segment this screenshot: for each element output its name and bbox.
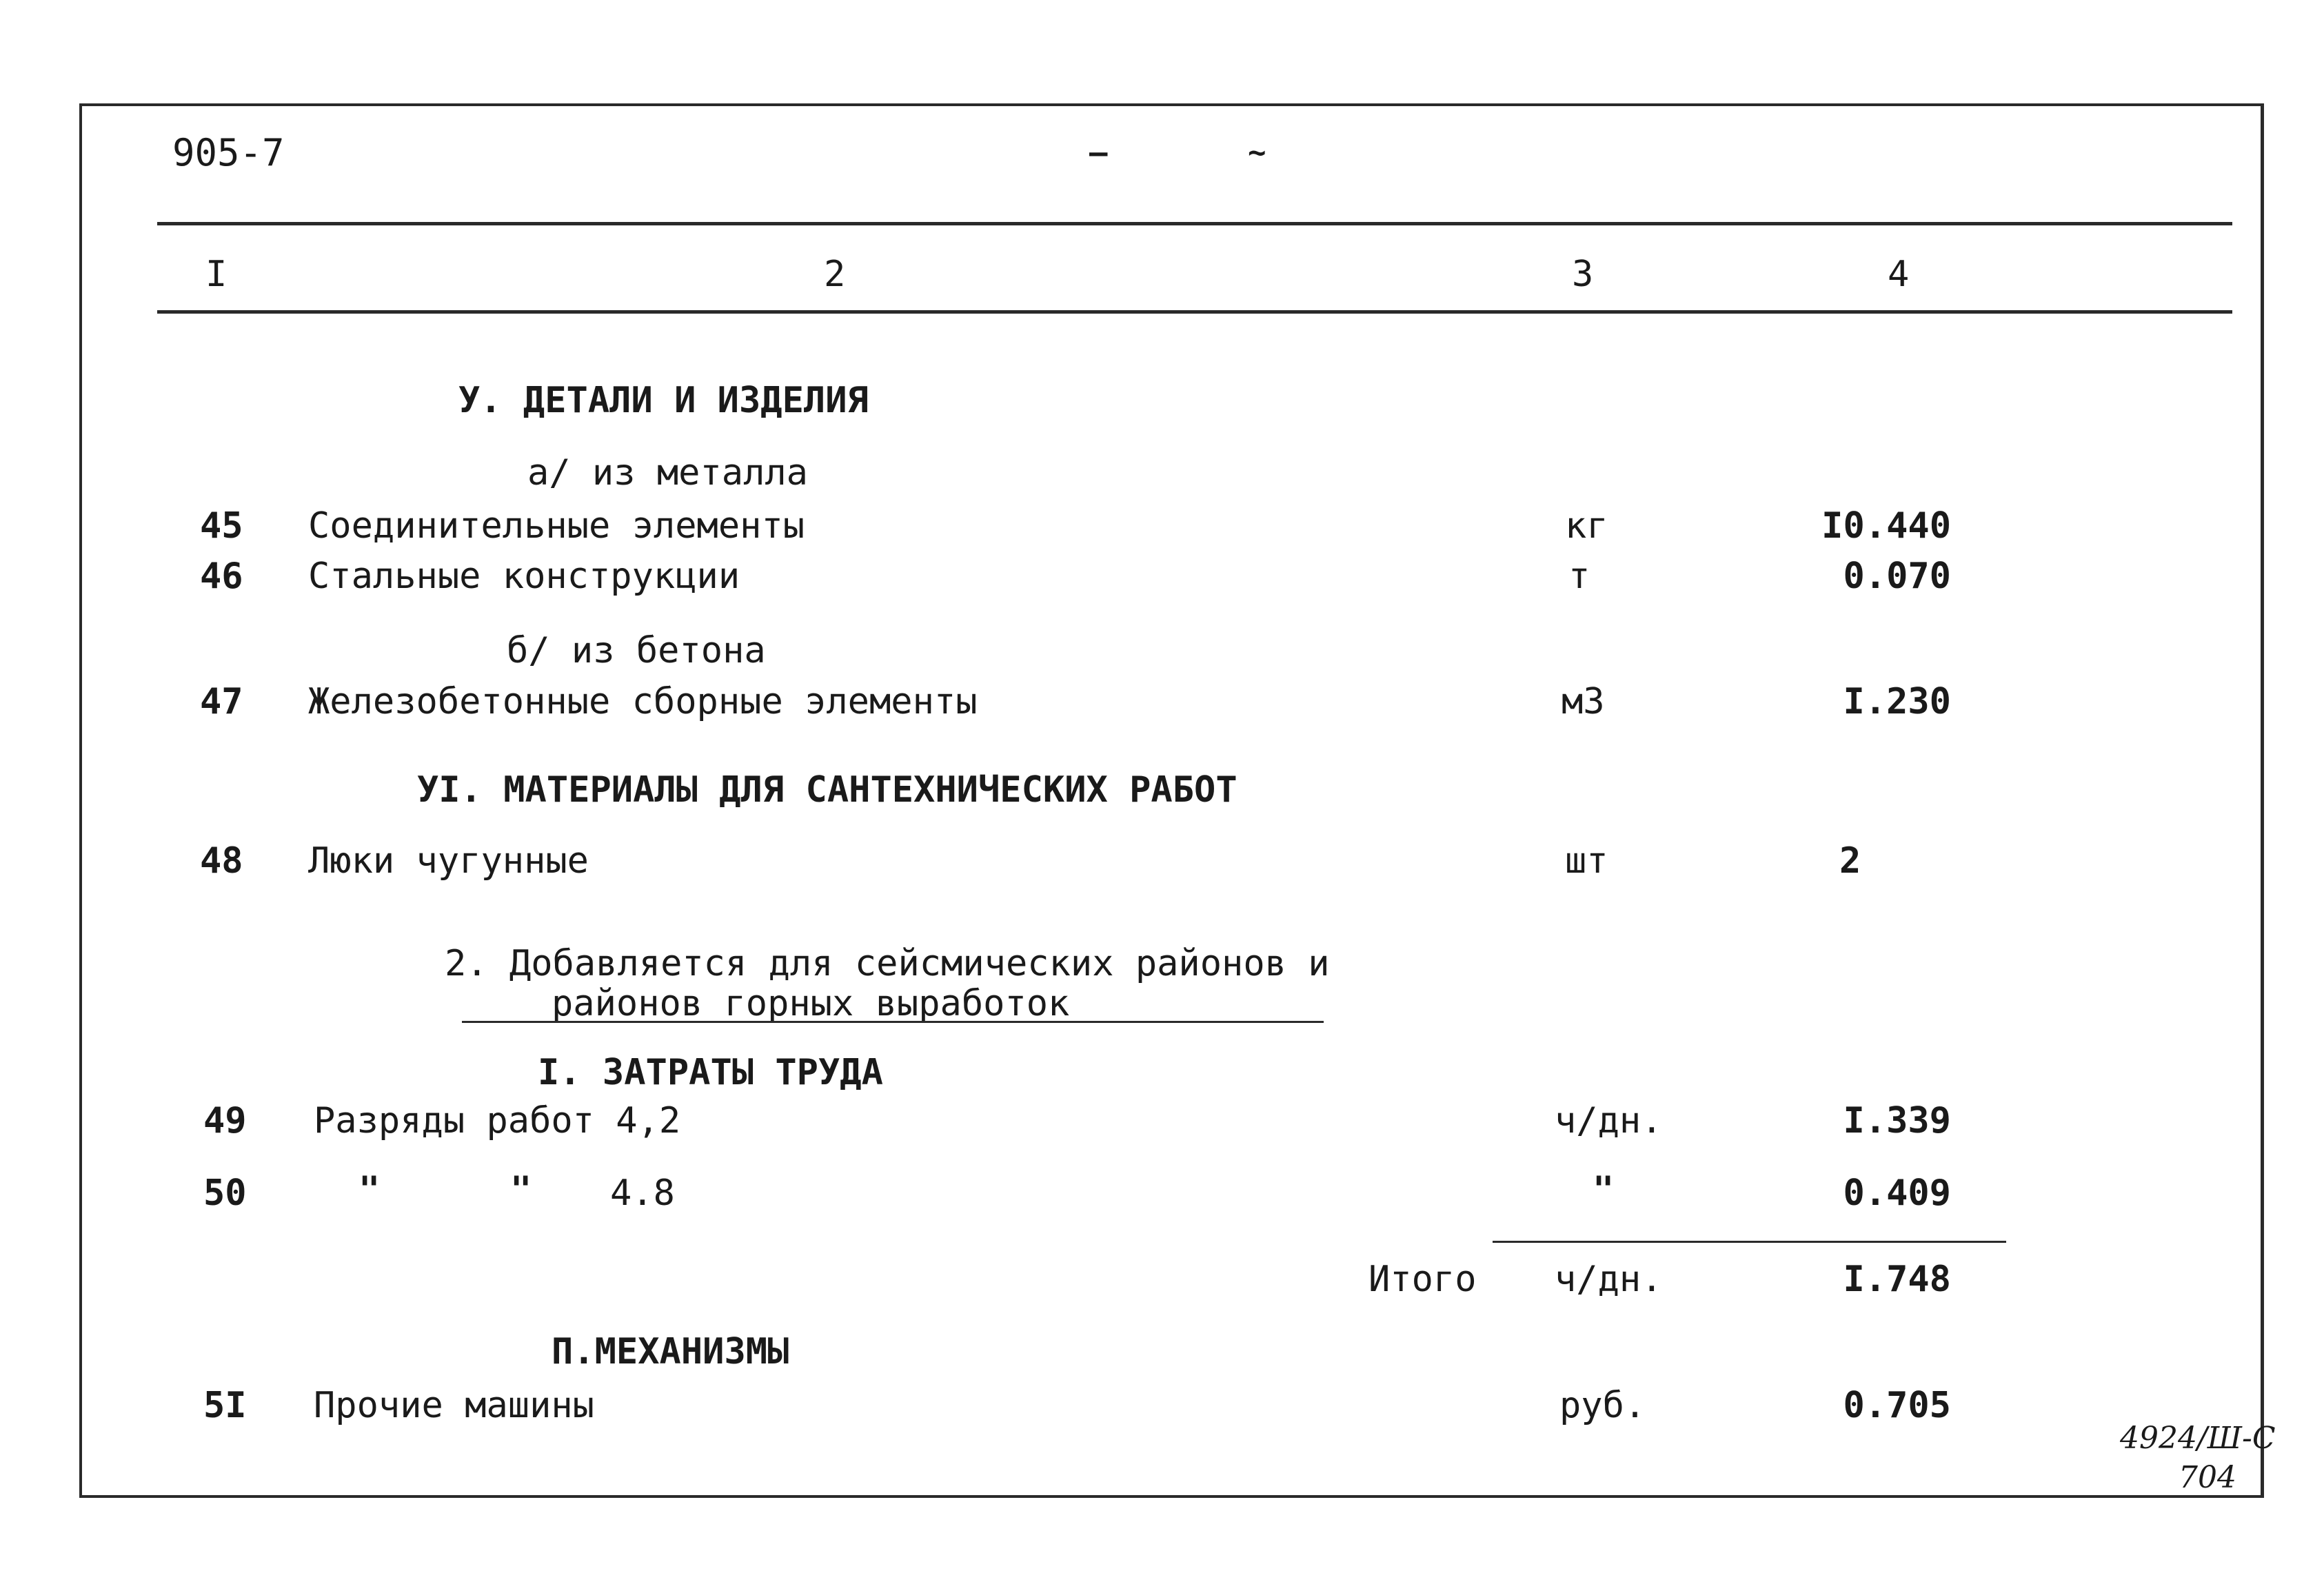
row-number: 48 — [200, 840, 243, 882]
header-dash-mark: – — [1089, 135, 1108, 170]
row-number: 50 — [203, 1173, 247, 1214]
section-v-sub-b: б/ из бетона — [507, 630, 766, 671]
section-2-line1: 2. Добавляется для сейсмических районов и — [445, 943, 1330, 984]
row-value: 0.070 — [1843, 556, 1951, 597]
section-2-sub-mech: П.МЕХАНИЗМЫ — [552, 1331, 789, 1372]
total-unit: ч/дн. — [1555, 1259, 1663, 1300]
row-unit: м3 — [1562, 681, 1605, 722]
row-unit: руб. — [1559, 1385, 1646, 1426]
row-value: 0.409 — [1843, 1173, 1951, 1214]
row-name: Соединительные элементы — [308, 505, 805, 547]
ditto-mark: " — [358, 1169, 381, 1210]
section-vi-title: УI. МАТЕРИАЛЫ ДЛЯ САНТЕХНИЧЕСКИХ РАБОТ — [417, 769, 1237, 811]
section-v-sub-a: а/ из металла — [527, 452, 808, 494]
row-value: 0.705 — [1843, 1385, 1951, 1426]
ditto-mark: " — [510, 1169, 532, 1210]
total-rule — [1493, 1241, 2006, 1243]
doc-code: 905-7 — [172, 131, 285, 174]
column-header-1: I — [205, 254, 228, 295]
row-number: 45 — [200, 505, 243, 547]
row-unit: шт — [1565, 840, 1608, 882]
section-2-underline — [462, 1021, 1324, 1023]
column-header-top-rule — [157, 222, 2232, 225]
row-number: 47 — [200, 681, 243, 722]
row-name: Прочие машины — [314, 1385, 594, 1426]
section-2-line2: районов горных выработок — [552, 983, 1070, 1024]
row-name: Стальные конструкции — [308, 556, 740, 597]
column-header-3: 3 — [1572, 254, 1594, 295]
column-header-2: 2 — [824, 254, 846, 295]
column-header-4: 4 — [1888, 254, 1910, 295]
row-number: 46 — [200, 556, 243, 597]
row-unit: кг — [1565, 505, 1608, 547]
row-name: Люки чугунные — [308, 840, 589, 882]
row-unit: т — [1568, 556, 1590, 597]
row-value: I.230 — [1843, 681, 1951, 722]
total-value: I.748 — [1843, 1259, 1951, 1300]
row-name: Железобетонные сборные элементы — [308, 681, 978, 722]
section-2-sub-labor: I. ЗАТРАТЫ ТРУДА — [538, 1052, 883, 1093]
archive-stamp-line1: 4924/Ш-С — [2120, 1421, 2276, 1456]
row-unit: " — [1593, 1169, 1615, 1210]
row-name: Разряды работ 4,2 — [314, 1100, 681, 1142]
row-unit: ч/дн. — [1555, 1100, 1663, 1142]
row-number: 5I — [203, 1385, 247, 1426]
header-tilde-mark: ~ — [1248, 135, 1266, 170]
row-value: 2 — [1839, 840, 1861, 882]
total-label: Итого — [1368, 1259, 1477, 1300]
section-v-title: У. ДЕТАЛИ И ИЗДЕЛИЯ — [458, 380, 869, 421]
archive-stamp-line2: 704 — [2179, 1460, 2236, 1495]
column-header-bottom-rule — [157, 310, 2232, 314]
row-name: 4.8 — [610, 1173, 675, 1214]
row-value: I.339 — [1843, 1100, 1951, 1142]
row-value: I0.440 — [1821, 505, 1951, 547]
row-number: 49 — [203, 1100, 247, 1142]
